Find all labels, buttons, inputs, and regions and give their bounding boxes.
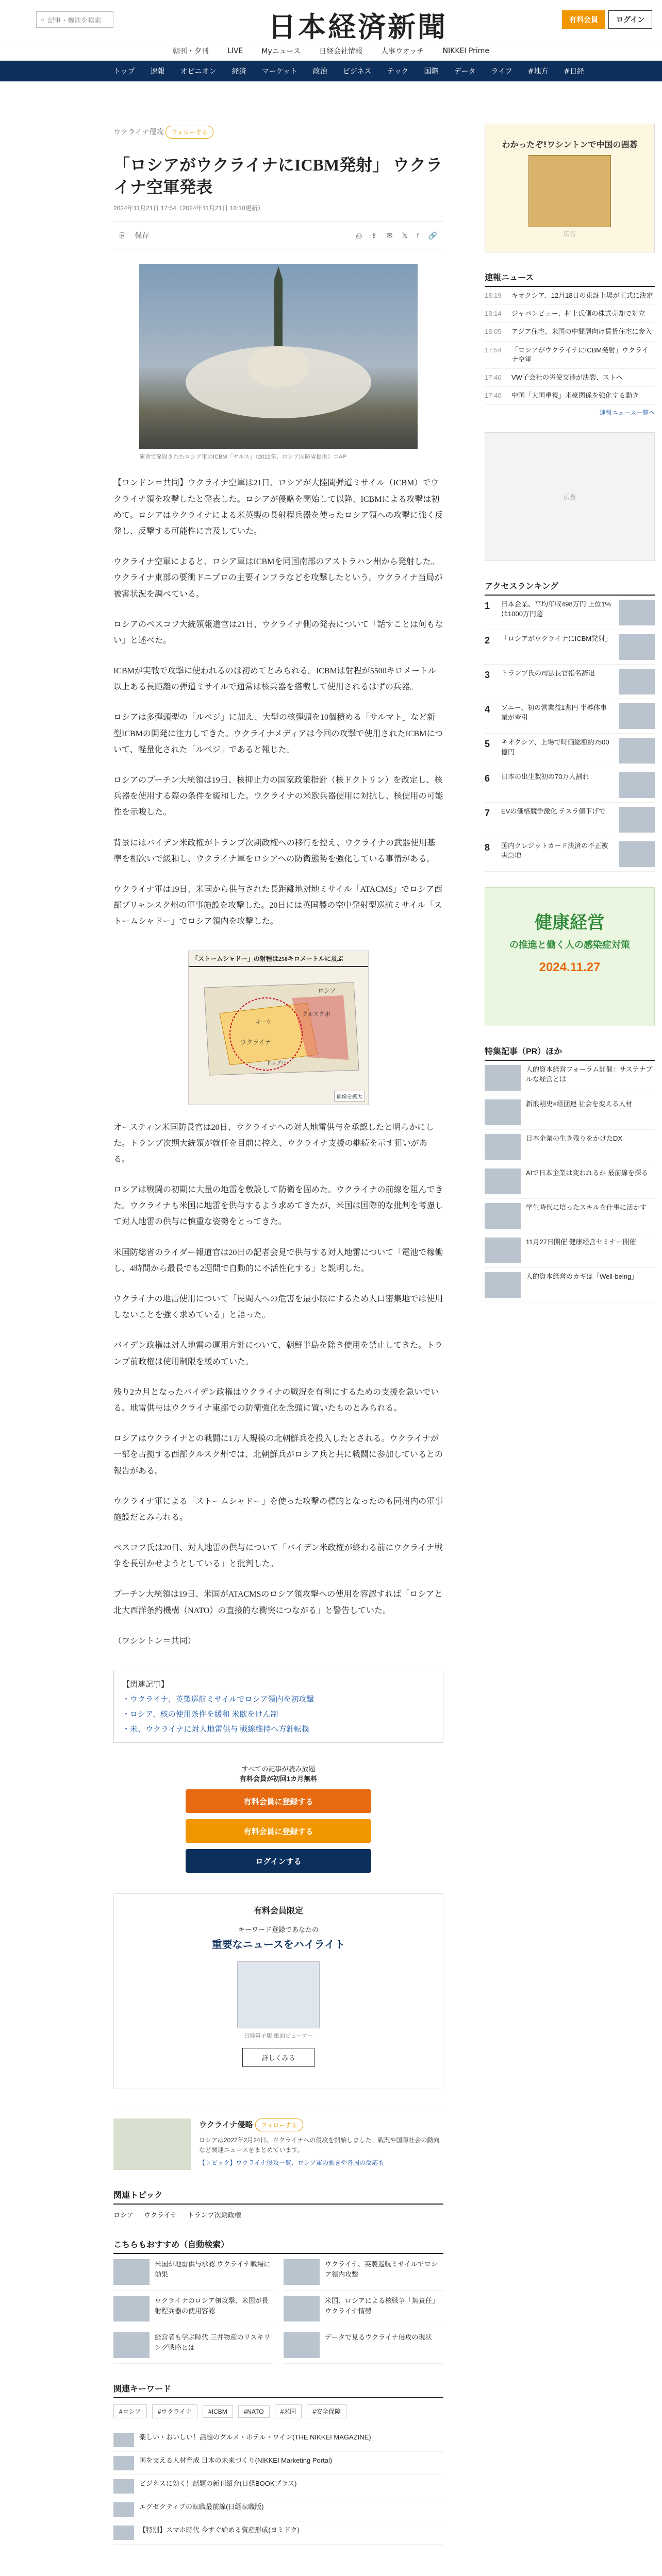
map-title: 「ストームシャドー」の射程は250キロメートルに及ぶ [189,951,368,967]
promo-box [113,1893,443,2089]
paywall-lead: 有料会員が初回1カ月無料 [239,1775,318,1783]
nav-item[interactable]: #地方 [527,67,549,76]
recommend-card[interactable]: 経営者も学ぶ時代 三井物産のリスキリング戦略とは [113,2327,273,2364]
paragraph: ペスコフ氏は20日、対人地雷の供与について「バイデン米政権が終わる前にウクライナ戦争を長引かせようとしている」と批判した。 [113,1544,443,1569]
latest-news-item[interactable]: 17:46 VW子会社の労使交渉が決裂、ストへ [485,369,655,387]
paragraph: 残り2カ月となったバイデン政権はウクライナの戦況を有利にするための支援を急いでいる。地雷供与はウクライナ東部での防衛強化を念頭に置いたものとみられる。 [113,1387,439,1413]
special-thumbnail [485,1203,521,1229]
ranking-item[interactable]: 2 「ロシアがウクライナにICBM発射」 [485,630,655,665]
special-item[interactable]: AIで日本企業は変われるか 最前線を探る [485,1164,655,1199]
ad-link[interactable]: ビジネスに効く！話題の新刊紹介(日経BOOKプラス) [113,2475,443,2498]
ranking-item[interactable]: 6 日本の出生数初の70万人割れ [485,768,655,803]
header [0,0,662,41]
photo-caption: 演習で発射されたロシア軍のICBM「ヤルス」（2022年、ロシア国防省提供）＝AP [139,454,346,461]
subnav-item[interactable]: 朝刊・夕刊 [172,47,209,56]
nav-item[interactable]: トップ [113,67,135,76]
latest-news-item[interactable]: 18:14 ジャパンビュー、村上氏側の株式売却で対立 [485,305,655,323]
article-photo [139,264,418,449]
sidebar [485,124,655,1302]
related-topic-link[interactable]: ウクライナ [144,2211,177,2219]
nav-item[interactable]: オピニオン [180,67,217,76]
article-date: 2024年11月21日 17:54（2024年11月21日 18:10更新） [113,205,264,212]
ad-thumbnail [113,2433,134,2447]
ranking-thumbnail [619,669,655,694]
ranking-thumbnail [619,772,655,798]
subscribe-cta-button[interactable]: 有料会員に登録する [186,1819,371,1843]
related-articles [113,1670,443,1743]
promo-title: 有料会員限定 [253,1907,303,1916]
recommend-thumbnail [113,2332,150,2358]
special-item[interactable]: 新浪剛史×経団連 社会を変える人材 [485,1095,655,1130]
topic-desc: ロシアは2022年2月24日、ウクライナへの侵攻を開始しました。戦況や国際社会の動向など関連ニュースをまとめています。 [199,2137,440,2154]
topic-card [113,2110,443,2170]
go-board-illustration [528,155,611,227]
latest-news-item[interactable]: 18:05 アジア住宅、米国の中間層向け賃貸住宅に参入 [485,323,655,341]
viewer-illustration [237,1961,320,2028]
subnav-item[interactable]: 日経会社情報 [319,47,362,56]
search-icon: ⌕ [41,15,45,24]
related-link[interactable]: ・米、ウクライナに対人地雷供与 戦線維持へ方針転換 [122,1725,310,1734]
special-item[interactable]: 学生時代に培ったスキルを仕事に活かす [485,1199,655,1233]
paywall-lead: すべての記事が読み放題 [241,1765,316,1773]
sidebar-ad-2[interactable]: 広告 [485,432,655,561]
nav-item[interactable]: 国際 [424,67,439,76]
ad-thumbnail [113,2456,134,2470]
map-label: クルスク州 [302,1011,330,1018]
paragraph: 米国防総省のライダー報道官は20日の記者会見で供与する対人地雷について「電池で稼働し、4時間から最長でも2週間で自動的に不活性化する」と説明した。 [113,1248,443,1273]
related-topics-title: 関連トピック [113,2189,443,2205]
zoom-image-button[interactable]: 画像を拡大 [334,1091,365,1101]
save-label[interactable]: 保存 [135,231,150,240]
subnav-item[interactable]: LIVE [227,46,243,55]
paragraph: 背景にはバイデン米政権がトランプ次期政権への移行を控え、ウクライナの武器使用基準を相次いで緩和し、ウクライナ軍をロシアへの防衛態勢を強化している事情がある。 [113,838,436,863]
paragraph: ウクライナ軍による「ストームシャドー」を使った攻撃の標的となったのも同州内の軍事施設だとみられる。 [113,1497,443,1522]
recommend-thumbnail [284,2259,320,2285]
subnav-item[interactable]: NIKKEI Prime [442,46,490,55]
recommend-title: こちらもおすすめ（自動検索） [113,2238,443,2254]
follow-button[interactable]: フォローする [166,126,213,139]
special-thumbnail [485,1065,521,1091]
nav-item[interactable]: 経済 [231,67,246,76]
promo-sub: キーワード登録であなたの [238,1926,319,1934]
special-thumbnail [485,1168,521,1194]
paragraph: ウクライナ軍は19日、米国から供与された長距離地対地ミサイル「ATACMS」でロシア西部ブリャンスク州の軍事施設を攻撃した。20日には英国製の空中発射型巡航ミサイル「ストームシャドー」でロシア領内を攻撃した。 [113,885,443,926]
nav-item[interactable]: 速報 [150,67,165,76]
nav-item[interactable]: マーケット [261,67,297,76]
ad-link[interactable]: 楽しい・おいしい！話題のグルメ・ホテル・ワイン(THE NIKKEI MAGAZINE) [113,2429,443,2452]
ad-label: 広告 [563,230,576,238]
health-banner[interactable] [485,887,655,1026]
recommend-card[interactable]: ウクライナ、英製巡航ミサイルでロシア領内攻撃 [284,2254,443,2291]
nav-item[interactable]: データ [454,67,476,76]
ranking-item[interactable]: 1 日本企業、平均年収498万円 上位1%は1000万円超 [485,596,655,630]
topic-name[interactable]: ウクライナ侵略 [199,2121,253,2129]
special-item[interactable]: 人的資本経営フォーラム開催：サステナブルな経営とは [485,1061,655,1095]
x-icon[interactable]: 𝕏 [402,231,408,240]
ranking-thumbnail [619,738,655,764]
keyword-tag[interactable]: #米国 [275,2404,302,2418]
keywords-title: 関連キーワード [113,2382,443,2398]
ranking-thumbnail [619,600,655,625]
sidebar-ad[interactable] [485,124,655,252]
recommend-card[interactable]: ウクライナのロシア領攻撃、米国が長射程兵器の使用容認 [113,2291,273,2327]
latest-news-title: 速報ニュース [485,271,655,287]
paragraph: プーチン大統領は19日、米国がATACMSのロシア領攻撃への使用を容認すれば「ロシアと北大西洋条約機構（NATO）の直接的な衝突につながる」と警告していた。 [113,1590,443,1615]
latest-news-item[interactable]: 18:19 キオクシア、12月18日の東証上場が正式に決定 [485,287,655,305]
recommend-grid [113,2254,443,2364]
nav-item[interactable]: 政治 [312,67,327,76]
promo-main: 重要なニュースをハイライト [211,1939,345,1951]
ad-thumbnail [113,2502,134,2517]
map-label: キーウ [256,1019,271,1025]
map-graphic [189,967,368,1091]
topic-link[interactable]: 【トピック】ウクライナ侵攻一覧、ロシア軍の動きや各国の反応も [199,2159,385,2167]
recommend-thumbnail [284,2332,320,2358]
article-toolbar [113,222,443,249]
nav-item[interactable]: テック [387,67,409,76]
recommend-ads [113,2429,443,2545]
related-topic-link[interactable]: トランプ次期政権 [187,2211,241,2219]
latest-news-item[interactable]: 17:40 中国「大国重視」米豪関係を強化する動き [485,387,655,405]
recommend-thumbnail [113,2259,150,2285]
keyword-tags [113,2402,443,2418]
link-icon[interactable]: 🔗 [428,231,437,240]
keyword-tag[interactable]: #安全保障 [307,2404,346,2418]
article-title: 「ロシアがウクライナにICBM発射」 ウクライナ空軍発表 [113,156,443,197]
map-label: ロシア [318,987,337,994]
special-item[interactable]: 11月27日開催 健康経営セミナー開催 [485,1233,655,1268]
ad-link[interactable]: 国を支える人材育成 日本の未来づくり(NIKKEI Marketing Portal) [113,2452,443,2475]
ad-link[interactable]: エグゼクティブの転職最前線(日経転職版) [113,2498,443,2521]
ad-thumbnail [113,2526,134,2540]
ranking-item[interactable]: 7 EVの価格競争激化 テスラ値下げで [485,803,655,837]
facebook-icon[interactable]: f [417,231,419,240]
print-icon[interactable]: ⎙ [356,231,362,240]
map-label: ドニプロ [266,1060,287,1066]
main-navigation [0,61,662,81]
recommend-card[interactable]: 米国、ロシアによる核戦争「無責任」 ウクライナ情勢 [284,2291,443,2327]
byline: （ワシントン＝共同） [113,1636,196,1646]
share-icon[interactable]: ⇪ [371,231,377,240]
ad-thumbnail [113,2479,134,2494]
subnav-item[interactable]: 人事ウオッチ [380,47,424,56]
missile-launch-image [139,264,418,449]
nav-item[interactable]: ビジネス [342,67,372,76]
latest-news-item[interactable]: 17:54 「ロシアがウクライナにICBM発射」ウクライナ空軍 [485,342,655,369]
ranking-item[interactable]: 4 ソニー、初の営業益1兆円 半導体事業が牽引 [485,699,655,734]
article [113,93,443,2545]
promo-detail-button[interactable]: 詳しくみる [242,2048,315,2067]
keyword-tag[interactable]: #ICBM [203,2405,233,2418]
recommend-thumbnail [113,2296,150,2321]
ranking-item[interactable]: 3 トランプ氏の司法長官指名辞退 [485,665,655,699]
keyword-tag[interactable]: #ロシア [113,2404,147,2418]
paragraph: ウクライナの地雷使用について「民間人への危害を最小限にするため人口密集地では使用しないことを強く求めている」と語った。 [113,1295,443,1320]
ranking-thumbnail [619,703,655,729]
related-topic-link[interactable]: ロシア [113,2211,134,2219]
article-category[interactable]: ウクライナ侵攻 フォローする [113,126,443,139]
special-item[interactable]: 日本企業の生き残りをかけたDX [485,1130,655,1164]
mail-icon[interactable]: ✉ [386,231,393,240]
paywall-box [113,1764,443,1873]
paragraph: ロシアは戦闘の初期に大量の地雷を敷設して防衛を固めた。ウクライナの前線を阻んできた。ウクライナも米国に地雷を供与するよう求めてきたが、米国は国際的な批判を考慮して対人地雷の供与に慎重な姿勢をとってきた。 [113,1185,443,1227]
map-label: ウクライナ [240,1038,271,1046]
banner-title: 健康経営 [535,913,605,933]
recommend-card[interactable]: データで見るウクライナ侵攻の現状 [284,2327,443,2364]
ranking-thumbnail [619,807,655,833]
save-icon[interactable]: ⎘ [120,231,126,240]
paragraph: バイデン政権は対人地雷の運用方針について、朝鮮半島を除き使用を禁止してきた。トランプ前政権は使用制限を緩めていた。 [113,1341,443,1366]
recommend-card[interactable]: 米国が地雷供与承認 ウクライナ戦場に効果 [113,2254,273,2291]
paragraph: ロシアはウクライナとの戦闘に1万人規模の北朝鮮兵を投入したとされる。ウクライナが一部を占拠する西部クルスク州では、北朝鮮兵がロシア兵と共に戦闘に参加しているとの報告がある。 [113,1434,443,1476]
login-button[interactable]: ログイン [608,10,652,29]
banner-date: 2024.11.27 [539,960,601,975]
ranking-thumbnail [619,841,655,867]
special-thumbnail [485,1272,521,1298]
nav-item[interactable]: #日経 [564,67,585,76]
subscribe-cta-button[interactable]: 有料会員に登録する [186,1789,371,1813]
promo-caption: 日経電子版 紙面ビューアー [243,2033,313,2039]
paragraph: ICBMが実戦で攻撃に使われるのは初めてとみられる。ICBMは射程が5500キロメートル以上ある長距離の弾道ミサイルで通常は核兵器を搭載して使用されるはずの兵器。 [113,667,436,692]
ranking-item[interactable]: 8 国内クレジットカード決済の不正被害急増 [485,837,655,872]
paragraph: ロシアのペスコフ大統領報道官は21日、ウクライナ側の発表について「話すことは何もない」と述べた。 [113,620,443,645]
login-cta-button[interactable]: ログインする [186,1849,371,1873]
paragraph: ウクライナ空軍によると、ロシア軍はICBMを同国南部のアストラハン州から発射した。ウクライナ東部の要衝ドニプロの主要インフラなどを攻撃したという。ウクライナ当局が被害状況を調べている。 [113,557,443,599]
ranking-thumbnail [619,634,655,660]
paragraph: 【ロンドン＝共同】ウクライナ空軍は21日、ロシアが大陸間弾道ミサイル（ICBM）でウクライナ領を攻撃したと発表した。ロシアが侵略を開始して以降、ICBMによる攻撃は初めて。ロシアはウクライナによる米英製の長射程兵器を使ったロシア領への攻撃に強く反発し、反撃する可能性に言及していた。 [113,479,443,536]
keyword-tag[interactable]: #ウクライナ [152,2404,197,2418]
range-map[interactable] [188,951,369,1105]
related-link[interactable]: ・ロシア、核の使用条件を緩和 米欧をけん制 [122,1710,278,1719]
related-title: 【関連記事】 [122,1681,169,1689]
ad-link[interactable]: 【特別】スマホ時代 今すぐ始める資産形成(ヨミドク) [113,2521,443,2545]
special-title: 特集記事（PR）ほか [485,1045,655,1061]
special-thumbnail [485,1099,521,1125]
paragraph: ロシアは多弾頭型の「ルベジ」に加え、大型の核弾頭を10個積める「サルマト」など新型ICBMの開発に注力してきた。ウクライナメディアは今回の攻撃で使用されたICBMについて、軽量化された「ルベジ」であると報じた。 [113,713,443,754]
recommend-thumbnail [284,2296,320,2321]
special-item[interactable]: 人的資本経営のカギは「Well-being」 [485,1268,655,1302]
paragraph: オースティン米国防長官は20日、ウクライナへの対人地雷供与を承認したと明らかにした。トランプ次期大統領が就任を目前に控え、ウクライナ支援の継続を示す狙いがある。 [113,1123,434,1164]
keyword-tag[interactable]: #NATO [238,2405,270,2418]
latest-news-more[interactable]: 速報ニュース一覧へ [599,409,655,417]
subnav-item[interactable]: Myニュース [261,47,301,56]
special-thumbnail [485,1134,521,1160]
search-input[interactable]: ⌕ 記事・機能を検索 [36,11,113,28]
paragraph: ロシアのプーチン大統領は19日、核抑止力の国家政策指針（核ドクトリン）を改定し、核兵器を使用する際の条件を緩和した。ウクライナの米欧兵器使用に対抗し、核使用の可能性を示唆した。 [113,776,443,817]
banner-subtitle: の推進と働く人の感染症対策 [509,940,630,951]
topic-follow-button[interactable]: フォローする [255,2119,303,2131]
ranking-title: アクセスランキング [485,580,655,596]
related-topics [113,2210,443,2219]
special-thumbnail [485,1238,521,1263]
related-link[interactable]: ・ウクライナ、英製巡航ミサイルでロシア領内を初攻撃 [122,1696,315,1704]
site-logo[interactable]: 日本経済新聞 [268,10,448,43]
subscribe-button[interactable]: 有料会員 [562,10,605,29]
ad-title: わかったぞ!ワシントンで中国の囲碁 [502,140,638,149]
ranking-item[interactable]: 5 キオクシア、上場で時価総額約7500億円 [485,734,655,768]
nav-item[interactable]: ライフ [491,67,512,76]
topic-map-thumbnail[interactable] [113,2119,191,2170]
